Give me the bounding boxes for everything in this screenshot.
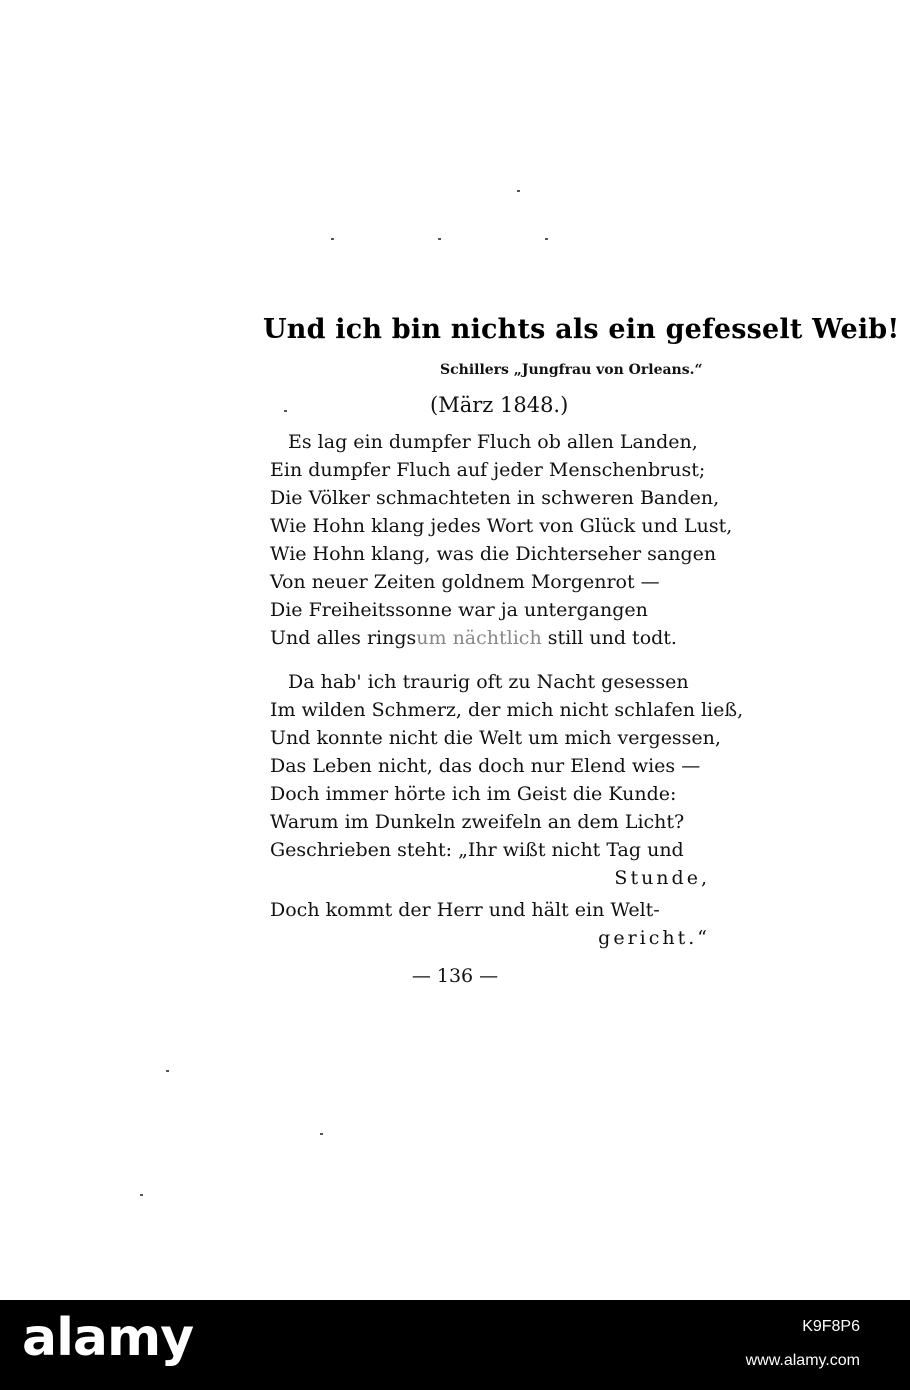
- speck: [320, 1133, 323, 1135]
- stanza-1: [270, 428, 732, 652]
- poem-line: Doch immer hörte ich im Geist die Kunde:: [270, 783, 677, 805]
- speck: [438, 238, 441, 240]
- watermark-bar: [0, 1300, 910, 1390]
- poem-line: Da hab' ich traurig oft zu Nacht gesessen: [288, 671, 689, 693]
- poem-line: Die Völker schmachteten in schweren Banden,: [270, 487, 720, 509]
- poem-line: Und konnte nicht die Welt um mich vergessen,: [270, 727, 721, 749]
- poem-line: Die Freiheitssonne war ja untergangen: [270, 599, 648, 621]
- poem-line-part: still und todt.: [541, 627, 677, 649]
- speck: [140, 1194, 143, 1196]
- page-number: — 136 —: [411, 965, 499, 987]
- speck: [166, 1070, 169, 1072]
- stanza-2: [270, 668, 743, 952]
- speck: [284, 410, 287, 412]
- poem-title: Und ich bin nichts als ein gefesselt Weib!: [263, 314, 900, 345]
- poem-line: Es lag ein dumpfer Fluch ob allen Landen,: [288, 431, 698, 453]
- poem-date: (März 1848.): [430, 393, 569, 417]
- site-url: www.alamy.com: [745, 1352, 860, 1369]
- speck: [331, 238, 334, 240]
- image-id: K9F8P6: [802, 1318, 860, 1335]
- poem-line: Wie Hohn klang, was die Dichterseher sangen: [270, 543, 717, 565]
- faded-text: um nächtlich: [416, 627, 542, 649]
- poem-line: Warum im Dunkeln zweifeln an dem Licht?: [270, 811, 685, 833]
- poem-line: Geschrieben steht: „Ihr wißt nicht Tag und: [270, 839, 684, 861]
- alamy-logo: alamy: [22, 1308, 194, 1368]
- poem-line: Das Leben nicht, das doch nur Elend wies —: [270, 755, 701, 777]
- speck: [517, 190, 520, 192]
- poem-line: Im wilden Schmerz, der mich nicht schlafen ließ,: [270, 699, 744, 721]
- speck: [545, 238, 548, 240]
- poem-line: [270, 624, 732, 652]
- poem-line: Doch kommt der Herr und hält ein Welt-: [270, 899, 660, 921]
- poem-line: Ein dumpfer Fluch auf jeder Menschenbrust;: [270, 459, 706, 481]
- poem-line: Wie Hohn klang jedes Wort von Glück und Lust,: [270, 515, 733, 537]
- poem-line: gericht.“: [598, 927, 710, 949]
- attribution: Schillers „Jungfrau von Orleans.“: [440, 362, 703, 378]
- poem-line: Von neuer Zeiten goldnem Morgenrot —: [270, 571, 660, 593]
- poem-line-part: Und alles rings: [270, 627, 417, 649]
- poem-line: Stunde,: [614, 867, 710, 889]
